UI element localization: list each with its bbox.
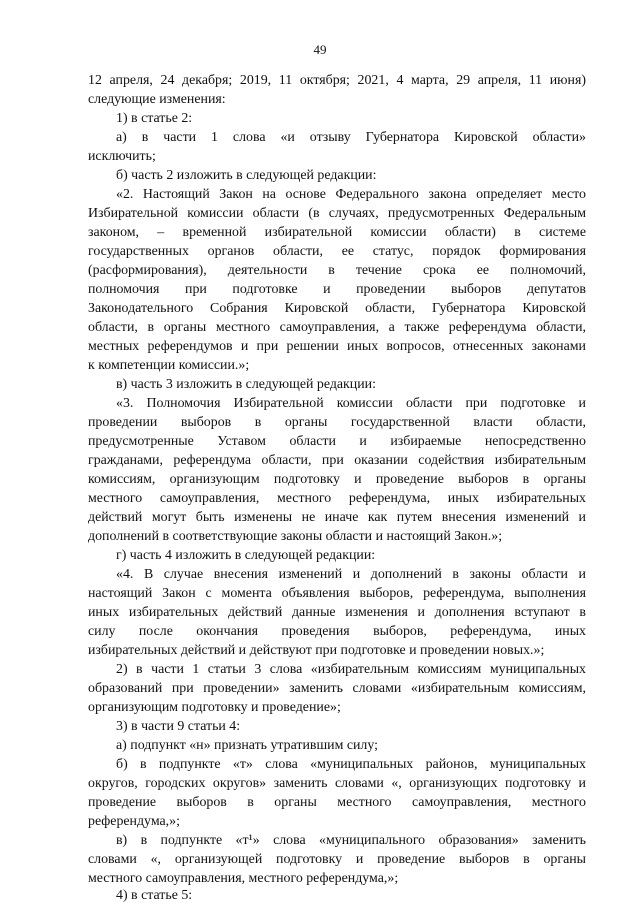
- text-line: местного самоуправления, местного референдума, иных избирательных: [88, 491, 586, 506]
- text-line: избирательных действий и действуют при подготовке и проведении новых.»;: [88, 643, 545, 658]
- text-line: б) в подпункте «т» слова «муниципальных районов, муниципальных: [116, 757, 586, 772]
- text-line: дополнений в соответствующие законы области и настоящий Закон.»;: [88, 529, 503, 544]
- text-line: области, в органы местного самоуправления, а также референдума области,: [88, 320, 586, 335]
- text-line: Избирательной комиссии области (в случаях, предусмотренных Федеральным: [88, 206, 586, 221]
- text-line: местных референдумов и при решении иных вопросов, отнесенных законами: [88, 339, 586, 354]
- text-line: государственных органов области, ее статус, порядок формирования: [88, 244, 586, 259]
- text-line: полномочия при подготовке и проведении выборов депутатов: [88, 282, 586, 297]
- text-line: в) в подпункте «т¹» слова «муниципального образования» заменить: [116, 833, 586, 848]
- text-line: 3) в части 9 статьи 4:: [116, 719, 241, 734]
- text-line: к компетенции комиссии.»;: [88, 358, 250, 373]
- text-line: «4. В случае внесения изменений и дополнений в законы области и: [116, 567, 586, 582]
- text-line: 12 апреля, 24 декабря; 2019, 11 октября; 2021, 4 марта, 29 апреля, 11 июня): [88, 73, 586, 88]
- text-line: г) часть 4 изложить в следующей редакции:: [116, 548, 376, 563]
- text-line: местного самоуправления, местного референдума,»;: [88, 871, 399, 886]
- text-line: 1) в статье 2:: [116, 111, 193, 126]
- text-line: образований при проведении» заменить словами «избирательным комиссиям,: [88, 681, 586, 696]
- text-line: а) в части 1 слова «и отзыву Губернатора Кировской области»: [116, 130, 586, 145]
- text-line: организующим подготовку и проведение»;: [88, 700, 341, 715]
- text-line: иных избирательных действий данные изменения и дополнения вступают в: [88, 605, 586, 620]
- text-line: проведении выборов в органы государственной власти области,: [88, 415, 586, 430]
- text-line: «2. Настоящий Закон на основе Федерального закона определяет место: [116, 187, 586, 202]
- page-number: 49: [313, 42, 327, 57]
- text-line: округов, городских округов» заменить словами «, организующих подготовку и: [88, 776, 586, 791]
- text-line: настоящий Закон с момента объявления выборов, референдума, выполнения: [88, 586, 586, 601]
- text-line: 4) в статье 5:: [116, 888, 193, 903]
- text-line: Законодательного Собрания Кировской области, Губернатора Кировской: [88, 301, 586, 316]
- text-line: б) часть 2 изложить в следующей редакции:: [116, 168, 377, 183]
- text-line: исключить;: [88, 149, 156, 164]
- text-line: 2) в части 1 статьи 3 слова «избирательным комиссиям муниципальных: [116, 662, 586, 677]
- text-line: следующие изменения:: [88, 92, 226, 107]
- text-line: законом, – временной избирательной комиссии области) в системе: [88, 225, 586, 240]
- text-line: «3. Полномочия Избирательной комиссии области при подготовке и: [116, 396, 586, 411]
- text-line: предусмотренные Уставом области и избираемые непосредственно: [88, 434, 586, 449]
- text-line: (расформирования), деятельности в течение срока ее полномочий,: [88, 263, 586, 278]
- text-line: а) подпункт «н» признать утратившим силу;: [116, 738, 378, 753]
- text-line: словами «, организующей подготовку и проведение выборов в органы: [88, 852, 586, 867]
- text-line: силу после окончания проведения выборов, референдума, иных: [88, 624, 586, 639]
- text-line: комиссиям, организующим подготовку и проведение выборов в органы: [88, 472, 586, 487]
- text-line: проведение выборов в органы местного самоуправления, местного: [88, 795, 586, 810]
- text-line: действий могут быть изменены не иначе как путем внесения изменений и: [88, 510, 586, 525]
- text-line: в) часть 3 изложить в следующей редакции:: [116, 377, 376, 392]
- text-line: референдума,»;: [88, 814, 180, 829]
- text-line: гражданами, референдума области, при оказании содействия избирательным: [88, 453, 586, 468]
